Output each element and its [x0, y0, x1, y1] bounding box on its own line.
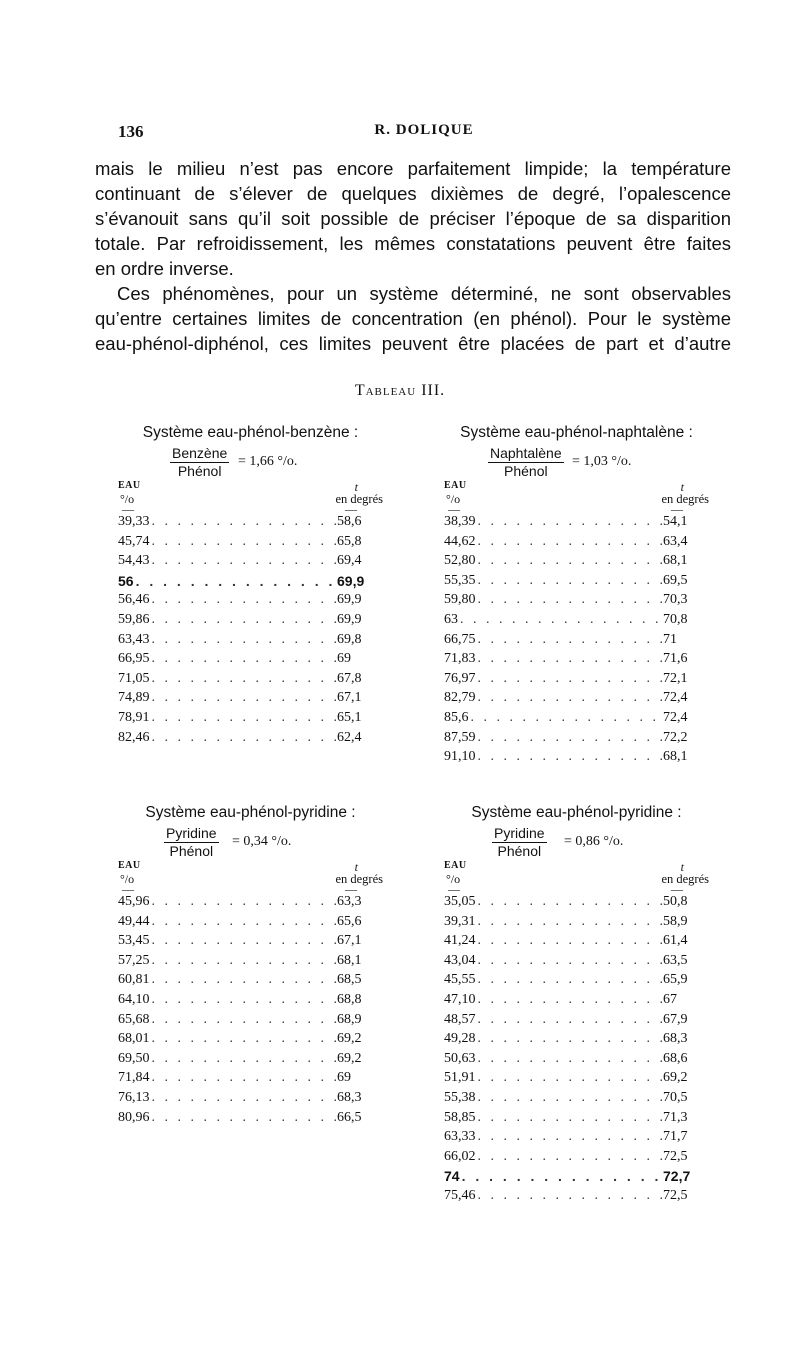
eau-value: 91,10 — [444, 749, 476, 765]
table-row — [444, 534, 709, 554]
data-rows — [118, 894, 383, 1129]
temperature-value: 72,7 — [663, 1168, 691, 1185]
temperature-value: 68,3 — [663, 1031, 688, 1047]
dot-leader — [134, 573, 337, 589]
table-row — [118, 514, 383, 534]
temperature-value: 68,3 — [337, 1089, 362, 1105]
ratio-fraction: Naphtalène Phénol — [490, 445, 562, 479]
temperature-value: 63,4 — [663, 533, 688, 549]
table-row — [118, 894, 383, 914]
eau-value: 82,79 — [444, 690, 476, 706]
eau-value: 76,13 — [118, 1089, 150, 1105]
table-row — [444, 553, 709, 573]
dot-leader — [150, 992, 338, 1008]
table-row — [118, 933, 383, 953]
dot-leader — [150, 612, 338, 628]
dot-leader — [150, 592, 338, 608]
dot-leader — [150, 514, 338, 530]
table-row — [118, 651, 383, 671]
dot-leader — [476, 573, 664, 589]
table-row — [444, 1090, 709, 1110]
eau-value: 85,6 — [444, 709, 469, 725]
dot-leader — [476, 933, 664, 949]
eau-value: 82,46 — [118, 729, 150, 745]
dot-leader — [476, 1090, 664, 1106]
temperature-value: 61,4 — [663, 933, 688, 949]
eau-value: 55,38 — [444, 1089, 476, 1105]
data-rows — [444, 894, 709, 1208]
table-row — [118, 1070, 383, 1090]
dot-leader — [458, 612, 663, 628]
dot-leader — [460, 1168, 663, 1184]
temperature-value: 50,8 — [663, 894, 688, 909]
temperature-value: 65,6 — [337, 913, 362, 929]
temperature-value: 69,9 — [337, 611, 362, 627]
ratio-fraction: Pyridine Phénol — [166, 825, 217, 859]
temperature-value: 69,2 — [337, 1031, 362, 1047]
table-row — [118, 992, 383, 1012]
column-header: EAU °/o t en degrés — — — [444, 480, 709, 516]
page-number: 136 — [118, 122, 144, 141]
eau-value: 55,35 — [444, 572, 476, 588]
dot-leader — [150, 710, 338, 726]
temperature-value: 66,5 — [337, 1109, 362, 1125]
table-row — [444, 730, 709, 750]
data-rows — [118, 514, 383, 749]
system-pyridine-1 — [118, 804, 383, 1129]
temperature-value: 68,1 — [337, 952, 362, 968]
temperature-value: 67 — [663, 991, 677, 1007]
table-row — [444, 690, 709, 710]
system-title: Système eau-phénol-pyridine : — [471, 804, 682, 821]
dot-leader — [476, 1051, 664, 1067]
ratio — [118, 444, 383, 480]
eau-value: 39,33 — [118, 514, 150, 529]
table-row — [118, 632, 383, 652]
system-benzene — [118, 424, 383, 749]
eau-value: 53,45 — [118, 933, 150, 949]
temperature-value: 68,1 — [663, 553, 688, 569]
ratio — [444, 824, 709, 860]
eau-value: 56 — [118, 572, 134, 589]
ratio-fraction: Benzène Phénol — [172, 445, 228, 479]
temperature-value: 70,3 — [663, 592, 688, 608]
temperature-value: 58,6 — [337, 514, 362, 529]
eau-value: 41,24 — [444, 933, 476, 949]
table-row — [118, 1031, 383, 1051]
eau-value: 48,57 — [444, 1011, 476, 1027]
ratio-fraction: Pyridine Phénol — [494, 825, 545, 859]
dot-leader — [476, 894, 664, 910]
table-row — [444, 749, 709, 769]
table-row — [118, 592, 383, 612]
temperature-value: 68,6 — [663, 1050, 688, 1066]
ratio-value: = 1,66 °/o. — [238, 454, 298, 469]
table-row — [118, 730, 383, 750]
dot-leader — [469, 710, 664, 726]
column-header: EAU °/o t en degrés — — — [118, 860, 383, 896]
eau-value: 63 — [444, 611, 458, 627]
temperature-value: 71,7 — [663, 1129, 688, 1145]
paragraph-line: qu’entre certaines limites de concentration (en phénol). Pour le système — [95, 308, 731, 329]
eau-value: 71,84 — [118, 1070, 150, 1086]
dot-leader — [476, 1129, 664, 1145]
dot-leader — [476, 592, 664, 608]
table-row — [444, 1110, 709, 1130]
temperature-value: 72,5 — [663, 1187, 688, 1203]
dot-leader — [150, 730, 338, 746]
table-row — [444, 632, 709, 652]
eau-value: 60,81 — [118, 972, 150, 988]
dot-leader — [476, 1012, 664, 1028]
temperature-value: 70,5 — [663, 1089, 688, 1105]
dot-leader — [150, 1090, 338, 1106]
temperature-value: 69,9 — [337, 572, 365, 589]
dot-leader — [150, 632, 338, 648]
temperature-value: 67,9 — [663, 1011, 688, 1027]
eau-value: 87,59 — [444, 729, 476, 745]
table-row — [118, 671, 383, 691]
table-row — [118, 1090, 383, 1110]
table-row — [118, 612, 383, 632]
temperature-value: 69,5 — [663, 572, 688, 588]
table-row — [444, 1070, 709, 1090]
dot-leader — [476, 690, 664, 706]
temperature-value: 69 — [337, 651, 351, 667]
dot-leader — [476, 749, 664, 765]
dot-leader — [150, 1012, 338, 1028]
table-row — [118, 573, 383, 593]
temperature-value: 65,8 — [337, 533, 362, 549]
eau-value: 66,75 — [444, 631, 476, 647]
dot-leader — [476, 553, 664, 569]
paragraph-line: totale. Par refroidissement, les mêmes constatations peuvent être faites — [95, 233, 731, 254]
dot-leader — [150, 553, 338, 569]
temperature-value: 71 — [663, 631, 677, 647]
ratio-value: = 0,86 °/o. — [564, 834, 624, 849]
eau-value: 74,89 — [118, 690, 150, 706]
temperature-value: 58,9 — [663, 913, 688, 929]
eau-value: 49,28 — [444, 1031, 476, 1047]
eau-value: 63,43 — [118, 631, 150, 647]
eau-value: 75,46 — [444, 1187, 476, 1203]
eau-value: 71,83 — [444, 651, 476, 667]
ratio-value: = 1,03 °/o. — [572, 454, 632, 469]
temperature-value: 72,4 — [663, 709, 688, 725]
temperature-value: 69,8 — [337, 631, 362, 647]
paragraph-line: s’évanouit sans qu’il soit possible de préciser l’époque de sa disparition — [95, 208, 731, 229]
eau-value: 58,85 — [444, 1109, 476, 1125]
temperature-value: 72,1 — [663, 670, 688, 686]
table-row — [444, 1051, 709, 1071]
dot-leader — [476, 651, 664, 667]
table-row — [118, 534, 383, 554]
table-row — [444, 1188, 709, 1208]
eau-value: 66,02 — [444, 1148, 476, 1164]
system-naphtalene — [444, 424, 709, 769]
table-row — [118, 953, 383, 973]
dot-leader — [476, 730, 664, 746]
temperature-value: 72,4 — [663, 690, 688, 706]
table-row — [118, 1051, 383, 1071]
dot-leader — [476, 534, 664, 550]
dot-leader — [476, 1188, 664, 1204]
temperature-value: 69,9 — [337, 592, 362, 608]
dot-leader — [476, 972, 664, 988]
table-row — [444, 1031, 709, 1051]
eau-value: 71,05 — [118, 670, 150, 686]
dot-leader — [150, 972, 338, 988]
eau-value: 43,04 — [444, 952, 476, 968]
table-row — [444, 592, 709, 612]
eau-value: 49,44 — [118, 913, 150, 929]
table-row — [118, 914, 383, 934]
table-row — [444, 651, 709, 671]
eau-value: 76,97 — [444, 670, 476, 686]
system-title: Système eau-phénol-pyridine : — [145, 804, 356, 821]
temperature-value: 68,1 — [663, 749, 688, 765]
dot-leader — [150, 953, 338, 969]
dot-leader — [476, 992, 664, 1008]
dot-leader — [150, 933, 338, 949]
system-title: Système eau-phénol-benzène : — [142, 424, 359, 441]
body-text — [95, 156, 731, 356]
eau-value: 54,43 — [118, 553, 150, 569]
table-row — [118, 710, 383, 730]
eau-value: 74 — [444, 1168, 460, 1185]
eau-value: 80,96 — [118, 1109, 150, 1125]
table-row — [444, 1168, 709, 1188]
ratio — [118, 824, 383, 860]
table-row — [444, 671, 709, 691]
temperature-value: 69 — [337, 1070, 351, 1086]
eau-value: 56,46 — [118, 592, 150, 608]
running-head: R. DOLIQUE — [374, 122, 474, 138]
table-row — [444, 972, 709, 992]
temperature-value: 71,6 — [663, 651, 688, 667]
table-row — [118, 690, 383, 710]
temperature-value: 54,1 — [663, 514, 688, 529]
table-row — [118, 1012, 383, 1032]
dot-leader — [150, 1070, 338, 1086]
table-row — [118, 972, 383, 992]
eau-value: 65,68 — [118, 1011, 150, 1027]
temperature-value: 62,4 — [337, 729, 362, 745]
dot-leader — [476, 1031, 664, 1047]
temperature-value: 69,2 — [663, 1070, 688, 1086]
ratio — [444, 444, 709, 480]
eau-value: 52,80 — [444, 553, 476, 569]
column-header: EAU °/o t en degrés — — — [118, 480, 383, 516]
table-row — [444, 894, 709, 914]
table-title: Tableau III. — [354, 382, 446, 399]
temperature-value: 69,2 — [337, 1050, 362, 1066]
dot-leader — [476, 953, 664, 969]
table-row — [444, 933, 709, 953]
dot-leader — [150, 651, 338, 667]
temperature-value: 63,3 — [337, 894, 362, 909]
dot-leader — [150, 914, 338, 930]
temperature-value: 68,9 — [337, 1011, 362, 1027]
paragraph-line: en ordre inverse. — [95, 258, 234, 279]
table-row — [118, 553, 383, 573]
system-pyridine-2 — [444, 804, 709, 1208]
eau-value: 35,05 — [444, 894, 476, 909]
temperature-value: 63,5 — [663, 952, 688, 968]
eau-value: 44,62 — [444, 533, 476, 549]
table-row — [444, 953, 709, 973]
eau-value: 45,74 — [118, 533, 150, 549]
temperature-value: 68,8 — [337, 991, 362, 1007]
temperature-value: 67,8 — [337, 670, 362, 686]
table-row — [444, 1012, 709, 1032]
table-row — [444, 710, 709, 730]
eau-value: 45,96 — [118, 894, 150, 909]
table-row — [444, 1129, 709, 1149]
temperature-value: 68,5 — [337, 972, 362, 988]
eau-value: 47,10 — [444, 991, 476, 1007]
eau-value: 51,91 — [444, 1070, 476, 1086]
dot-leader — [476, 914, 664, 930]
eau-value: 39,31 — [444, 913, 476, 929]
dot-leader — [476, 671, 664, 687]
system-title: Système eau-phénol-naphtalène : — [460, 424, 693, 441]
eau-value: 66,95 — [118, 651, 150, 667]
temperature-value: 67,1 — [337, 690, 362, 706]
table-row — [444, 914, 709, 934]
eau-value: 64,10 — [118, 991, 150, 1007]
temperature-value: 72,5 — [663, 1148, 688, 1164]
dot-leader — [476, 1070, 664, 1086]
table-row — [444, 514, 709, 534]
temperature-value: 65,1 — [337, 709, 362, 725]
dot-leader — [150, 1051, 338, 1067]
temperature-value: 69,4 — [337, 553, 362, 569]
eau-value: 57,25 — [118, 952, 150, 968]
dot-leader — [476, 514, 664, 530]
dot-leader — [150, 534, 338, 550]
temperature-value: 67,1 — [337, 933, 362, 949]
dot-leader — [150, 1110, 338, 1126]
table-row — [444, 612, 709, 632]
eau-value: 50,63 — [444, 1050, 476, 1066]
temperature-value: 72,2 — [663, 729, 688, 745]
eau-value: 69,50 — [118, 1050, 150, 1066]
eau-value: 59,80 — [444, 592, 476, 608]
paragraph-line: continuant de s’élever de quelques dixièmes de degré, l’opalescence — [95, 183, 731, 204]
page-header — [118, 122, 730, 144]
paragraph-line: Ces phénomènes, pour un système déterminé, ne sont observables — [117, 283, 731, 304]
paragraph-line: eau-phénol-diphénol, ces limites peuvent être placées de part et d’autre — [95, 333, 731, 354]
eau-value: 38,39 — [444, 514, 476, 529]
dot-leader — [476, 1110, 664, 1126]
data-rows — [444, 514, 709, 769]
dot-leader — [150, 1031, 338, 1047]
eau-value: 45,55 — [444, 972, 476, 988]
dot-leader — [476, 1149, 664, 1165]
ratio-value: = 0,34 °/o. — [232, 834, 292, 849]
eau-value: 63,33 — [444, 1129, 476, 1145]
temperature-value: 71,3 — [663, 1109, 688, 1125]
dot-leader — [476, 632, 664, 648]
table-row — [444, 573, 709, 593]
dot-leader — [150, 894, 338, 910]
eau-value: 68,01 — [118, 1031, 150, 1047]
table-row — [444, 1149, 709, 1169]
eau-value: 78,91 — [118, 709, 150, 725]
column-header: EAU °/o t en degrés — — — [444, 860, 709, 896]
paragraph-line: mais le milieu n’est pas encore parfaitement limpide; la température — [95, 158, 731, 179]
temperature-value: 70,8 — [663, 611, 688, 627]
temperature-value: 65,9 — [663, 972, 688, 988]
dot-leader — [150, 671, 338, 687]
eau-value: 59,86 — [118, 611, 150, 627]
table-row — [444, 992, 709, 1012]
table-row — [118, 1110, 383, 1130]
dot-leader — [150, 690, 338, 706]
